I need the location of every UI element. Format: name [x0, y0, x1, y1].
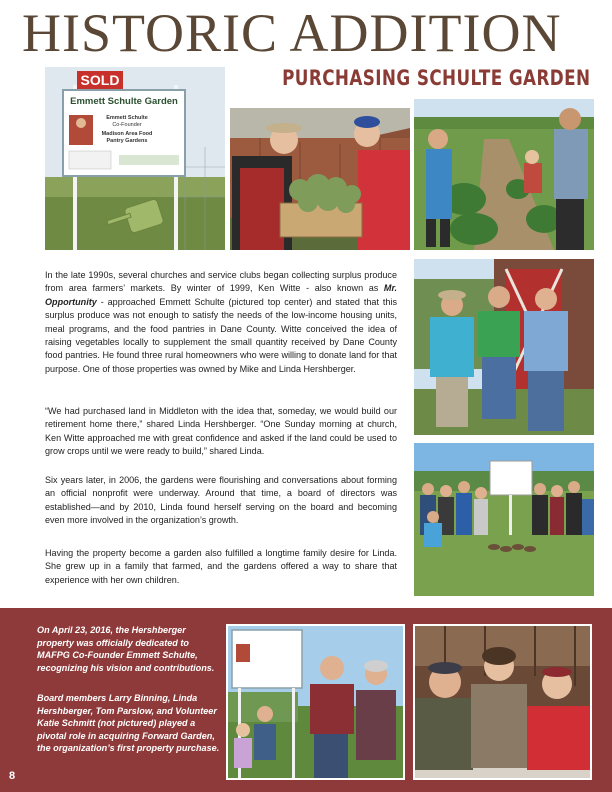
photo-three-men-barn — [414, 259, 594, 435]
article-paragraph-4: Having the property become a garden also fulfilled a longtime family desire for Linda. She grew up in a family that farmed, and the gardens offered a way to share that experience with her own children. — [45, 548, 397, 585]
photo-dedication-group — [414, 443, 594, 596]
sign-line4: Pantry Gardens — [106, 138, 148, 144]
photo-family-garden-row — [414, 99, 594, 250]
article-paragraph-1: In the late 1990s, several churches and service clubs began collecting surplus produce from area farmers’ markets. By winter of 1999, Ken Witte - also known as Mr. Opportunity - approached Emmett Schulte (pictured top center) and stated that this surplus produce was not enough to satisfy the needs of the low-income housing units, meal programs, and the food pantries in Dane County. Witte conceived the idea of raising vegetables locally to supplement the small quantity received by Dane County food pantries. He found three rural homeowners who were willing to donate land for that purpose. One of those properties was owned by Mike and Linda Hershberger. — [45, 270, 397, 374]
caption-dedication: On April 23, 2016, the Hershberger property was officially dedicated to MAFPG Co-Founder Emmett Schulte, recognizing his vision and contributions. — [37, 625, 215, 673]
page-subtitle: PURCHASING SCHULTE GARDEN — [281, 66, 590, 90]
mr-opportunity-emphasis: Mr. Opportunity — [45, 283, 397, 307]
photo-broccoli-harvest — [230, 108, 410, 250]
article-paragraph-2: “We had purchased land in Middleton with the idea that, someday, we would build our retirement home there,” shared Linda Hershberger. “One Sunday morning at church, Ken Witte approached me with great confidence and asked if the land could be used to grow crops until we were ready to build,” shared Linda. — [45, 406, 397, 457]
photo-garden-sign — [45, 67, 225, 250]
photo-board-members — [413, 624, 592, 780]
sold-sign-label: SOLD — [80, 72, 120, 88]
page-number: 8 — [9, 770, 16, 782]
article-paragraph-3: Six years later, in 2006, the gardens were flourishing and conversations about forming an official nonprofit were underway. Around that time, a board of directors was established—and by 2010, Linda found herself serving on the board and becoming even more involved in the organization’s growth. — [45, 475, 397, 526]
caption-board-members: Board members Larry Binning, Linda Hershberger, Tom Parslow, and Volunteer Katie Schmitt (not pictured) played a pivotal role in acquiring Forward Garden, the organization’s first property purchase. — [37, 693, 220, 754]
sign-line3: Madison Area Food — [101, 131, 153, 137]
sign-line1: Emmett Schulte — [106, 115, 148, 121]
photo-dedication-family — [226, 624, 405, 780]
page-title: HISTORIC ADDITION — [22, 3, 562, 63]
sign-line2: Co-Founder — [112, 122, 142, 128]
sign-garden-name: Emmett Schulte Garden — [70, 96, 178, 107]
